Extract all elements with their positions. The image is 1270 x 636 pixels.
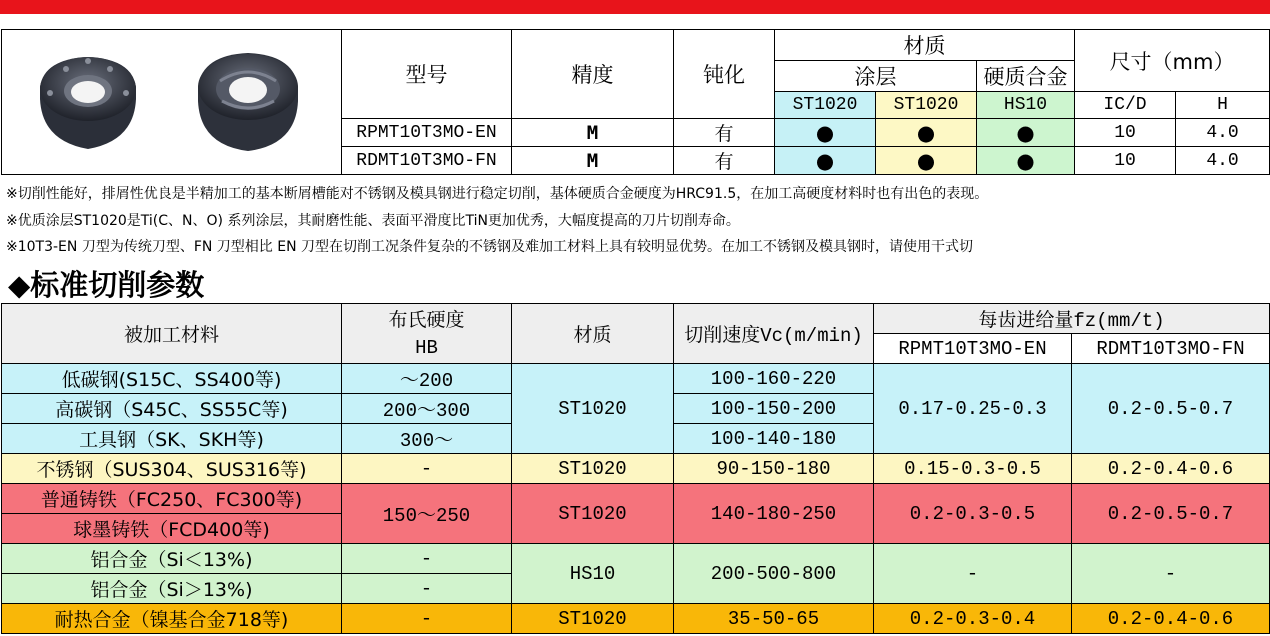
hardness-cell: ～200 — [342, 364, 512, 394]
passivation-cell: 有 — [674, 147, 775, 175]
work-material-cell: 低碳钢(S15C、SS400等) — [2, 364, 342, 394]
header-grade-1: ST1020 — [775, 92, 876, 119]
h-cell: 4.0 — [1176, 147, 1270, 175]
speed-cell: 90-150-180 — [674, 454, 874, 484]
header-work-material: 被加工材料 — [2, 304, 342, 364]
work-material-cell: 耐热合金（镍基合金718等) — [2, 604, 342, 634]
hardness-cell: 150～250 — [342, 484, 512, 544]
grade-cell: ST1020 — [512, 364, 674, 454]
header-ic: IC/D — [1075, 92, 1176, 119]
model-cell: RDMT10T3MO-FN — [342, 147, 512, 175]
feed-fn-cell: 0.2-0.5-0.7 — [1072, 364, 1270, 454]
round-insert-rpmt-icon — [40, 57, 136, 149]
work-material-cell: 普通铸铁（FC250、FC300等) — [2, 484, 342, 514]
table-row — [2, 454, 1270, 484]
grade-cell: ST1020 — [512, 454, 674, 484]
header-size: 尺寸（mm） — [1075, 30, 1270, 92]
work-material-cell: 工具钢（SK、SKH等) — [2, 424, 342, 454]
work-material-cell: 球墨铸铁（FCD400等) — [2, 514, 342, 544]
grade-1-dot: ● — [775, 147, 876, 175]
header-coating: 涂层 — [775, 61, 977, 92]
feed-fn-cell: 0.2-0.4-0.6 — [1072, 454, 1270, 484]
work-material-cell: 不锈钢（SUS304、SUS316等) — [2, 454, 342, 484]
table-row — [2, 544, 1270, 574]
round-insert-rdmt-icon — [198, 53, 298, 151]
passivation-cell: 有 — [674, 119, 775, 147]
precision-cell: M — [512, 147, 674, 175]
work-material-cell: 高碳钢（S45C、SS55C等) — [2, 394, 342, 424]
speed-cell: 35-50-65 — [674, 604, 874, 634]
work-material-cell: 铝合金（Si＞13%) — [2, 574, 342, 604]
header-feed: 每齿进给量fz(mm/t) — [874, 304, 1270, 334]
grade-cell: HS10 — [512, 544, 674, 604]
table-row — [2, 604, 1270, 634]
feed-fn-cell: - — [1072, 544, 1270, 604]
table-row — [2, 364, 1270, 394]
note-1: ※切削性能好，排屑性优良是半精加工的基本断屑槽能对不锈钢及模具钢进行稳定切削，基体硬质合金硬度为HRC91.5，在加工高硬度材料时也有出色的表现。 — [6, 186, 989, 202]
grade-2-dot: ● — [876, 119, 977, 147]
model-cell: RPMT10T3MO-EN — [342, 119, 512, 147]
ic-cell: 10 — [1075, 119, 1176, 147]
header-grade-3: HS10 — [977, 92, 1075, 119]
feed-en-cell: 0.17-0.25-0.3 — [874, 364, 1072, 454]
work-material-cell: 铝合金（Si＜13%) — [2, 544, 342, 574]
feed-fn-cell: 0.2-0.4-0.6 — [1072, 604, 1270, 634]
table-row — [2, 484, 1270, 514]
header-feed-en: RPMT10T3MO-EN — [874, 334, 1072, 364]
header-model: 型号 — [342, 30, 512, 119]
grade-cell: ST1020 — [512, 604, 674, 634]
product-spec-table — [1, 29, 1270, 175]
hardness-cell: - — [342, 604, 512, 634]
round-insert-rpmt-icon — [2, 31, 342, 169]
header-cutting-speed: 切削速度Vc(m/min) — [674, 304, 874, 364]
feed-en-cell: 0.2-0.3-0.5 — [874, 484, 1072, 544]
feed-en-cell: - — [874, 544, 1072, 604]
hardness-cell: 300～ — [342, 424, 512, 454]
speed-cell: 100-150-200 — [674, 394, 874, 424]
cutting-parameters-table — [1, 303, 1270, 634]
precision-cell: M — [512, 119, 674, 147]
hardness-cell: 200～300 — [342, 394, 512, 424]
grade-2-dot: ● — [876, 147, 977, 175]
hardness-cell: - — [342, 574, 512, 604]
ic-cell: 10 — [1075, 147, 1176, 175]
insert-images — [2, 30, 342, 175]
speed-cell: 200-500-800 — [674, 544, 874, 604]
speed-cell: 100-160-220 — [674, 364, 874, 394]
header-grade-2: ST1020 — [876, 92, 977, 119]
note-3: ※10T3-EN 刀型为传统刀型、FN 刀型相比 EN 刀型在切削工况条件复杂的不锈钢及难加工材料上具有较明显优势。在加工不锈钢及模具钢时，请使用干式切 — [6, 239, 974, 255]
header-passivation: 钝化 — [674, 30, 775, 119]
feed-en-cell: 0.2-0.3-0.4 — [874, 604, 1072, 634]
header-feed-fn: RDMT10T3MO-FN — [1072, 334, 1270, 364]
header-precision: 精度 — [512, 30, 674, 119]
note-2: ※优质涂层ST1020是Ti(C、N、O) 系列涂层，其耐磨性能、表面平滑度比TiN更加优秀，大幅度提高的刀片切削寿命。 — [6, 213, 740, 229]
speed-cell: 140-180-250 — [674, 484, 874, 544]
hardness-cell: - — [342, 454, 512, 484]
feed-en-cell: 0.15-0.3-0.5 — [874, 454, 1072, 484]
speed-cell: 100-140-180 — [674, 424, 874, 454]
header-hardness-unit: HB — [342, 334, 512, 364]
header-hardness: 布氏硬度 — [342, 304, 512, 334]
grade-cell: ST1020 — [512, 484, 674, 544]
grade-3-dot: ● — [977, 119, 1075, 147]
header-material: 材质 — [775, 30, 1075, 61]
h-cell: 4.0 — [1176, 119, 1270, 147]
hardness-cell: - — [342, 544, 512, 574]
header-carbide: 硬质合金 — [977, 61, 1075, 92]
feed-fn-cell: 0.2-0.5-0.7 — [1072, 484, 1270, 544]
header-h: H — [1176, 92, 1270, 119]
grade-1-dot: ● — [775, 119, 876, 147]
grade-3-dot: ● — [977, 147, 1075, 175]
section-title: ◆标准切削参数 — [8, 268, 205, 302]
top-accent-bar — [0, 0, 1270, 14]
header-grade: 材质 — [512, 304, 674, 364]
